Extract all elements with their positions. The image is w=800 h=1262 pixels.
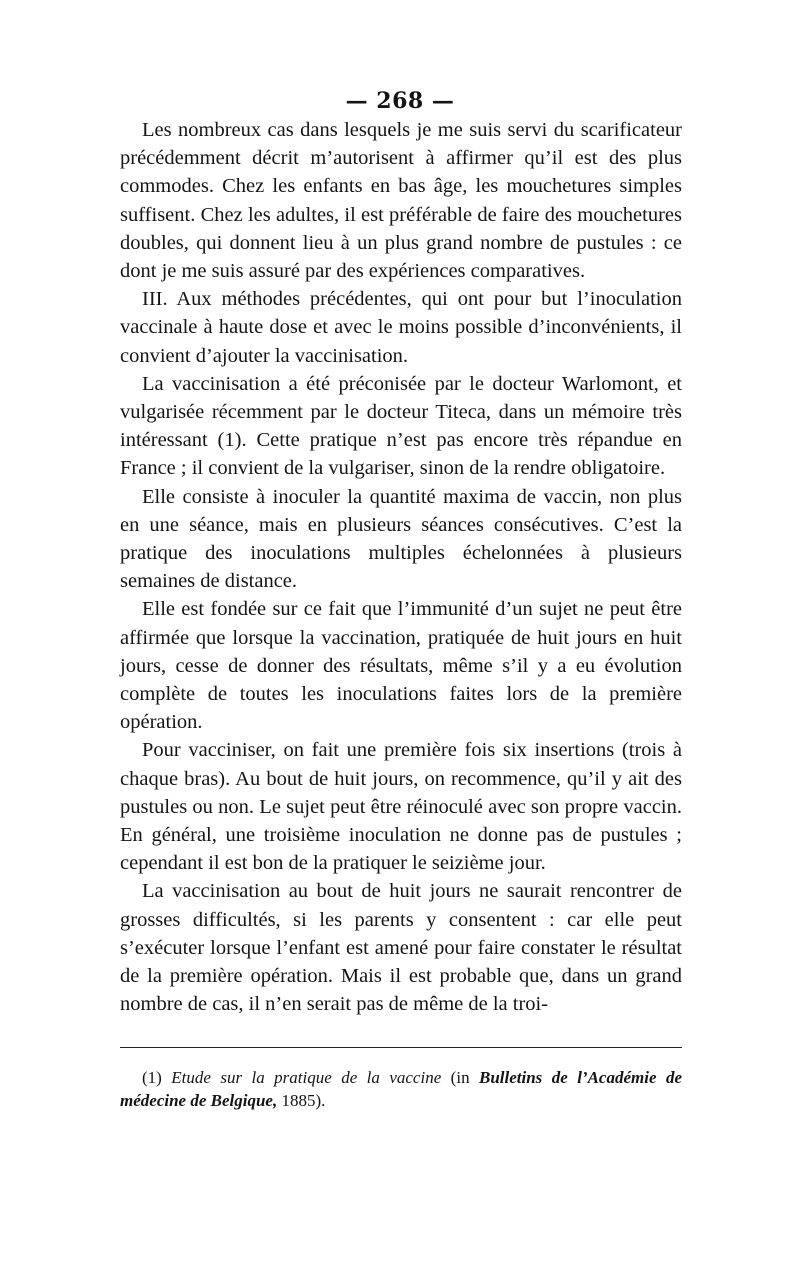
paragraph-3: La vaccinisation a été préconisée par le docteur Warlomont, et vulgarisée récemment par le docteur Titeca, dans un mémoire très intéressant (1). Cette pratique n’est pas encore très répandue en France ; il convient de la vulgariser, sinon de la rendre obligatoire. [120,372,682,480]
paragraph-1: Les nombreux cas dans lesquels je me suis servi du scarificateur précédemment décrit m’autorisent à affirmer qu’il est des plus commodes. Chez les enfants en bas âge, les mouchetures simples suffisent. Chez les adultes, il est préférable de faire des mouchetures doubles, qui donnent lieu à un plus grand nombre de pustules : ce dont je me suis assuré par des expériences comparatives. [120,119,682,283]
footnote-title: Etude sur la pratique de la vaccine [171,1068,442,1087]
footnote-close: 1885). [277,1091,326,1110]
footnote-marker: (1) [142,1068,162,1087]
footnote-divider [120,1047,682,1048]
paragraph-2: III. Aux méthodes précédentes, qui ont pour but l’inoculation vaccinale à haute dose et avec le moins possible d’inconvénients, il convient d’ajouter la vaccinisation. [120,288,682,367]
page-number: — 268 — [345,88,455,114]
paragraph-5: Elle est fondée sur ce fait que l’immunité d’un sujet ne peut être affirmée que lorsque la vaccination, pratiquée de huit jours en huit jours, cesse de donner des résultats, même s’il y a eu évolution complète de toutes les inoculations faites lors de la première opération. [120,598,682,734]
footnote-open: (in [441,1068,479,1087]
paragraph-4: Elle consiste à inoculer la quantité maxima de vaccin, non plus en une séance, mais en plusieurs séances consécutives. C’est la pratique des inoculations multiples échelonnées à plusieurs semaines de distance. [120,485,682,593]
paragraph-7: La vaccinisation au bout de huit jours ne saurait rencontrer de grosses difficultés, si les parents y consentent : car elle peut s’exécuter lorsque l’enfant est amené pour faire constater le résultat de la première opération. Mais il est probable que, dans un grand nombre de cas, il n’en serait pas de même de la troi- [120,880,682,1016]
footnote [120,1066,682,1112]
footnote-text [120,1066,682,1112]
body-text [120,116,682,1019]
footnote-journal: Bulletins de l’Académie de médecine de Belgique, [120,1068,682,1110]
paragraph-6: Pour vacciniser, on fait une première fois six insertions (trois à chaque bras). Au bout de huit jours, on recommence, qu’il y ait des pustules ou non. Le sujet peut être réinoculé avec son propre vaccin. En général, une troisième inoculation ne donne pas de pustules ; cependant il est bon de la pratiquer le seizième jour. [120,739,682,875]
